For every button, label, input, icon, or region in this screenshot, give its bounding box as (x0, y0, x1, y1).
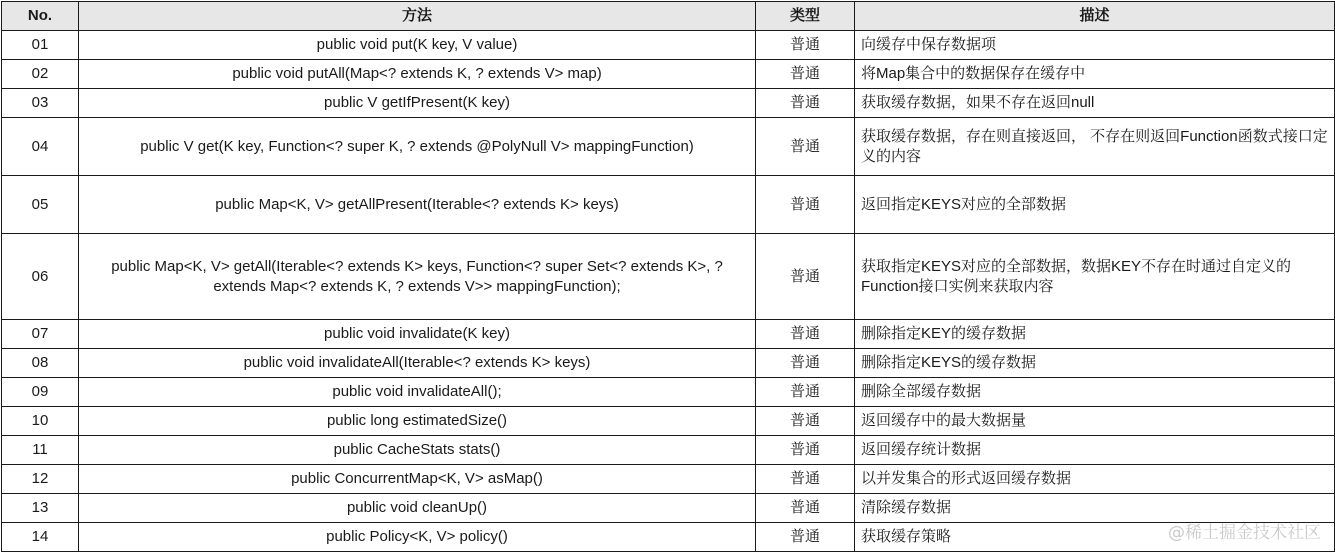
cell-method: public void put(K key, V value) (79, 31, 756, 60)
cell-no: 03 (2, 89, 79, 118)
cell-no: 05 (2, 176, 79, 234)
table-row (2, 234, 1335, 320)
table-row (2, 523, 1335, 552)
cell-description: 返回缓存中的最大数据量 (855, 407, 1335, 436)
cell-description: 获取指定KEYS对应的全部数据，数据KEY不存在时通过自定义的Function接口实例来获取内容 (855, 234, 1335, 320)
cell-type: 普通 (756, 523, 855, 552)
cell-no: 04 (2, 118, 79, 176)
cell-description: 将Map集合中的数据保存在缓存中 (855, 60, 1335, 89)
cell-method: public void invalidate(K key) (79, 320, 756, 349)
cell-type: 普通 (756, 349, 855, 378)
cell-type: 普通 (756, 320, 855, 349)
table-header (2, 2, 1335, 31)
cell-no: 12 (2, 465, 79, 494)
header-row (2, 2, 1335, 31)
table-row (2, 494, 1335, 523)
cell-method: public ConcurrentMap<K, V> asMap() (79, 465, 756, 494)
cell-type: 普通 (756, 234, 855, 320)
cell-type: 普通 (756, 407, 855, 436)
cell-method: public CacheStats stats() (79, 436, 756, 465)
cell-method: public Policy<K, V> policy() (79, 523, 756, 552)
table-body (2, 31, 1335, 552)
cell-method: public V get(K key, Function<? super K, ? extends @PolyNull V> mappingFunction) (79, 118, 756, 176)
table-row (2, 176, 1335, 234)
table-row (2, 60, 1335, 89)
header-no: No. (2, 2, 79, 31)
cell-no: 08 (2, 349, 79, 378)
table-row (2, 118, 1335, 176)
cell-type: 普通 (756, 89, 855, 118)
cell-description: 以并发集合的形式返回缓存数据 (855, 465, 1335, 494)
cell-no: 02 (2, 60, 79, 89)
table-row (2, 436, 1335, 465)
cell-no: 07 (2, 320, 79, 349)
cell-type: 普通 (756, 118, 855, 176)
cell-no: 14 (2, 523, 79, 552)
header-description: 描述 (855, 2, 1335, 31)
cell-method: public void invalidateAll(); (79, 378, 756, 407)
table-row (2, 320, 1335, 349)
cell-description: 删除指定KEYS的缓存数据 (855, 349, 1335, 378)
header-type: 类型 (756, 2, 855, 31)
table-row (2, 378, 1335, 407)
api-methods-table (1, 1, 1335, 552)
table-row (2, 465, 1335, 494)
cell-no: 01 (2, 31, 79, 60)
cell-description: 删除全部缓存数据 (855, 378, 1335, 407)
cell-description: 清除缓存数据 (855, 494, 1335, 523)
cell-type: 普通 (756, 176, 855, 234)
cell-method: public void cleanUp() (79, 494, 756, 523)
cell-no: 13 (2, 494, 79, 523)
header-method: 方法 (79, 2, 756, 31)
cell-type: 普通 (756, 60, 855, 89)
cell-no: 10 (2, 407, 79, 436)
cell-type: 普通 (756, 494, 855, 523)
table-row (2, 31, 1335, 60)
table-row (2, 349, 1335, 378)
cell-method: public void invalidateAll(Iterable<? extends K> keys) (79, 349, 756, 378)
cell-type: 普通 (756, 436, 855, 465)
cell-no: 11 (2, 436, 79, 465)
cell-description: 向缓存中保存数据项 (855, 31, 1335, 60)
cell-method: public Map<K, V> getAll(Iterable<? extends K> keys, Function<? super Set<? extends K>, ? extends Map<? extends K, ? extends V>> mappingFunction); (79, 234, 756, 320)
cell-type: 普通 (756, 465, 855, 494)
table-row (2, 89, 1335, 118)
cell-type: 普通 (756, 31, 855, 60)
table-row (2, 407, 1335, 436)
cell-no: 09 (2, 378, 79, 407)
cell-description: 返回缓存统计数据 (855, 436, 1335, 465)
cell-description: 删除指定KEY的缓存数据 (855, 320, 1335, 349)
cell-description: 返回指定KEYS对应的全部数据 (855, 176, 1335, 234)
cell-method: public Map<K, V> getAllPresent(Iterable<? extends K> keys) (79, 176, 756, 234)
cell-no: 06 (2, 234, 79, 320)
cell-description: 获取缓存数据，如果不存在返回null (855, 89, 1335, 118)
cell-method: public void putAll(Map<? extends K, ? extends V> map) (79, 60, 756, 89)
cell-description: 获取缓存数据，存在则直接返回， 不存在则返回Function函数式接口定义的内容 (855, 118, 1335, 176)
cell-type: 普通 (756, 378, 855, 407)
site-watermark: @稀土掘金技术社区 (1168, 523, 1321, 543)
cell-method: public long estimatedSize() (79, 407, 756, 436)
cell-method: public V getIfPresent(K key) (79, 89, 756, 118)
cell-description: 获取缓存策略 (855, 523, 1335, 552)
